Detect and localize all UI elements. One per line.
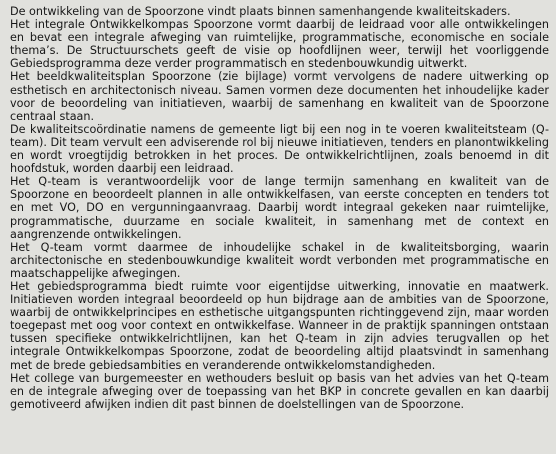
paragraph-ontwikkelkompas: Het integrale Ontwikkelkompas Spoorzone vormt daarbij de leidraad voor alle ontwikkelingen en bevat een integrale afweging van ruimtelijke, programmatische, economische en sociale thema’s. De Structuurschets geeft de visie op hoofdlijnen weer, terwijl het voorliggende Gebiedsprogramma deze verder programmatisch en stedenbouwkundig uitwerkt. — [10, 18, 549, 71]
paragraph-gebiedsprogramma: Het gebiedsprogramma biedt ruimte voor eigentijdse uitwerking, innovatie en maatwerk. Initiatieven worden integraal beoordeeld op hun bijdrage aan de ambities van de Spoorzone, waarbij de ontwikkelprincipes en esthetische uitgangspunten richtinggevend zijn, maar worden toegepast met oog voor context en ontwikkelfase. Wanneer in de praktijk spanningen ontstaan tussen specifieke ontwikkelrichtlijnen, kan het Q-team in zijn advies terugvallen op het integrale Ontwikkelkompas Spoorzone, zodat de beoordeling altijd plaatsvindt in samenhang met de brede gebiedsambities en veranderende ontwikkelomstandigheden. — [10, 279, 549, 372]
paragraph-kwaliteitscoordinatie: De kwaliteitscoördinatie namens de gemeente ligt bij een nog in te voeren kwaliteitsteam (Q-team). Dit team vervult een adviserende rol bij nieuwe initiatieven, tenders en planontwikkeling en wordt vroegtijdig betrokken in het proces. De ontwikkelrichtlijnen, zoals benoemd in dit hoofdstuk, worden daarbij een leidraad. — [10, 122, 549, 176]
paragraph-q-team-verantwoordelijk: Het Q-team is verantwoordelijk voor de lange termijn samenhang en kwaliteit van de Spoorzone en beoordeelt plannen in alle ontwikkelfasen, van eerste concepten en tenders tot en met VO, DO en vergunningaanvraag. Daarbij wordt integraal gekeken naar ruimtelijke, programmatische, duurzame en sociale kwaliteit, in samenhang met de context en aangrenzende ontwikkelingen. — [10, 175, 549, 241]
paragraph-college-besluit: Het college van burgemeester en wethouders besluit op basis van het advies van het Q-team en de integrale afweging over de toepassing van het BKP in concrete gevallen en kan daarbij gemotiveerd afwijken indien dit past binnen de doelstellingen van de Spoorzone. — [10, 371, 549, 411]
paragraph-beeldkwaliteitsplan: Het beeldkwaliteitsplan Spoorzone (zie bijlage) vormt vervolgens de nadere uitwerking op esthetisch en architectonisch niveau. Samen vormen deze documenten het inhoudelijke kader voor de beoordeling van initiatieven, waarbij de samenhang en kwaliteit van de Spoorzone centraal staan. — [10, 70, 549, 123]
paragraph-q-team-schakel: Het Q-team vormt daarmee de inhoudelijke schakel in de kwaliteitsborging, waarin architectonische en stedenbouwkundige kwaliteit wordt verbonden met programmatische en maatschappelijke afwegingen. — [10, 240, 549, 280]
paragraph-intro: De ontwikkeling van de Spoorzone vindt plaats binnen samenhangende kwaliteitskaders. — [10, 5, 511, 18]
